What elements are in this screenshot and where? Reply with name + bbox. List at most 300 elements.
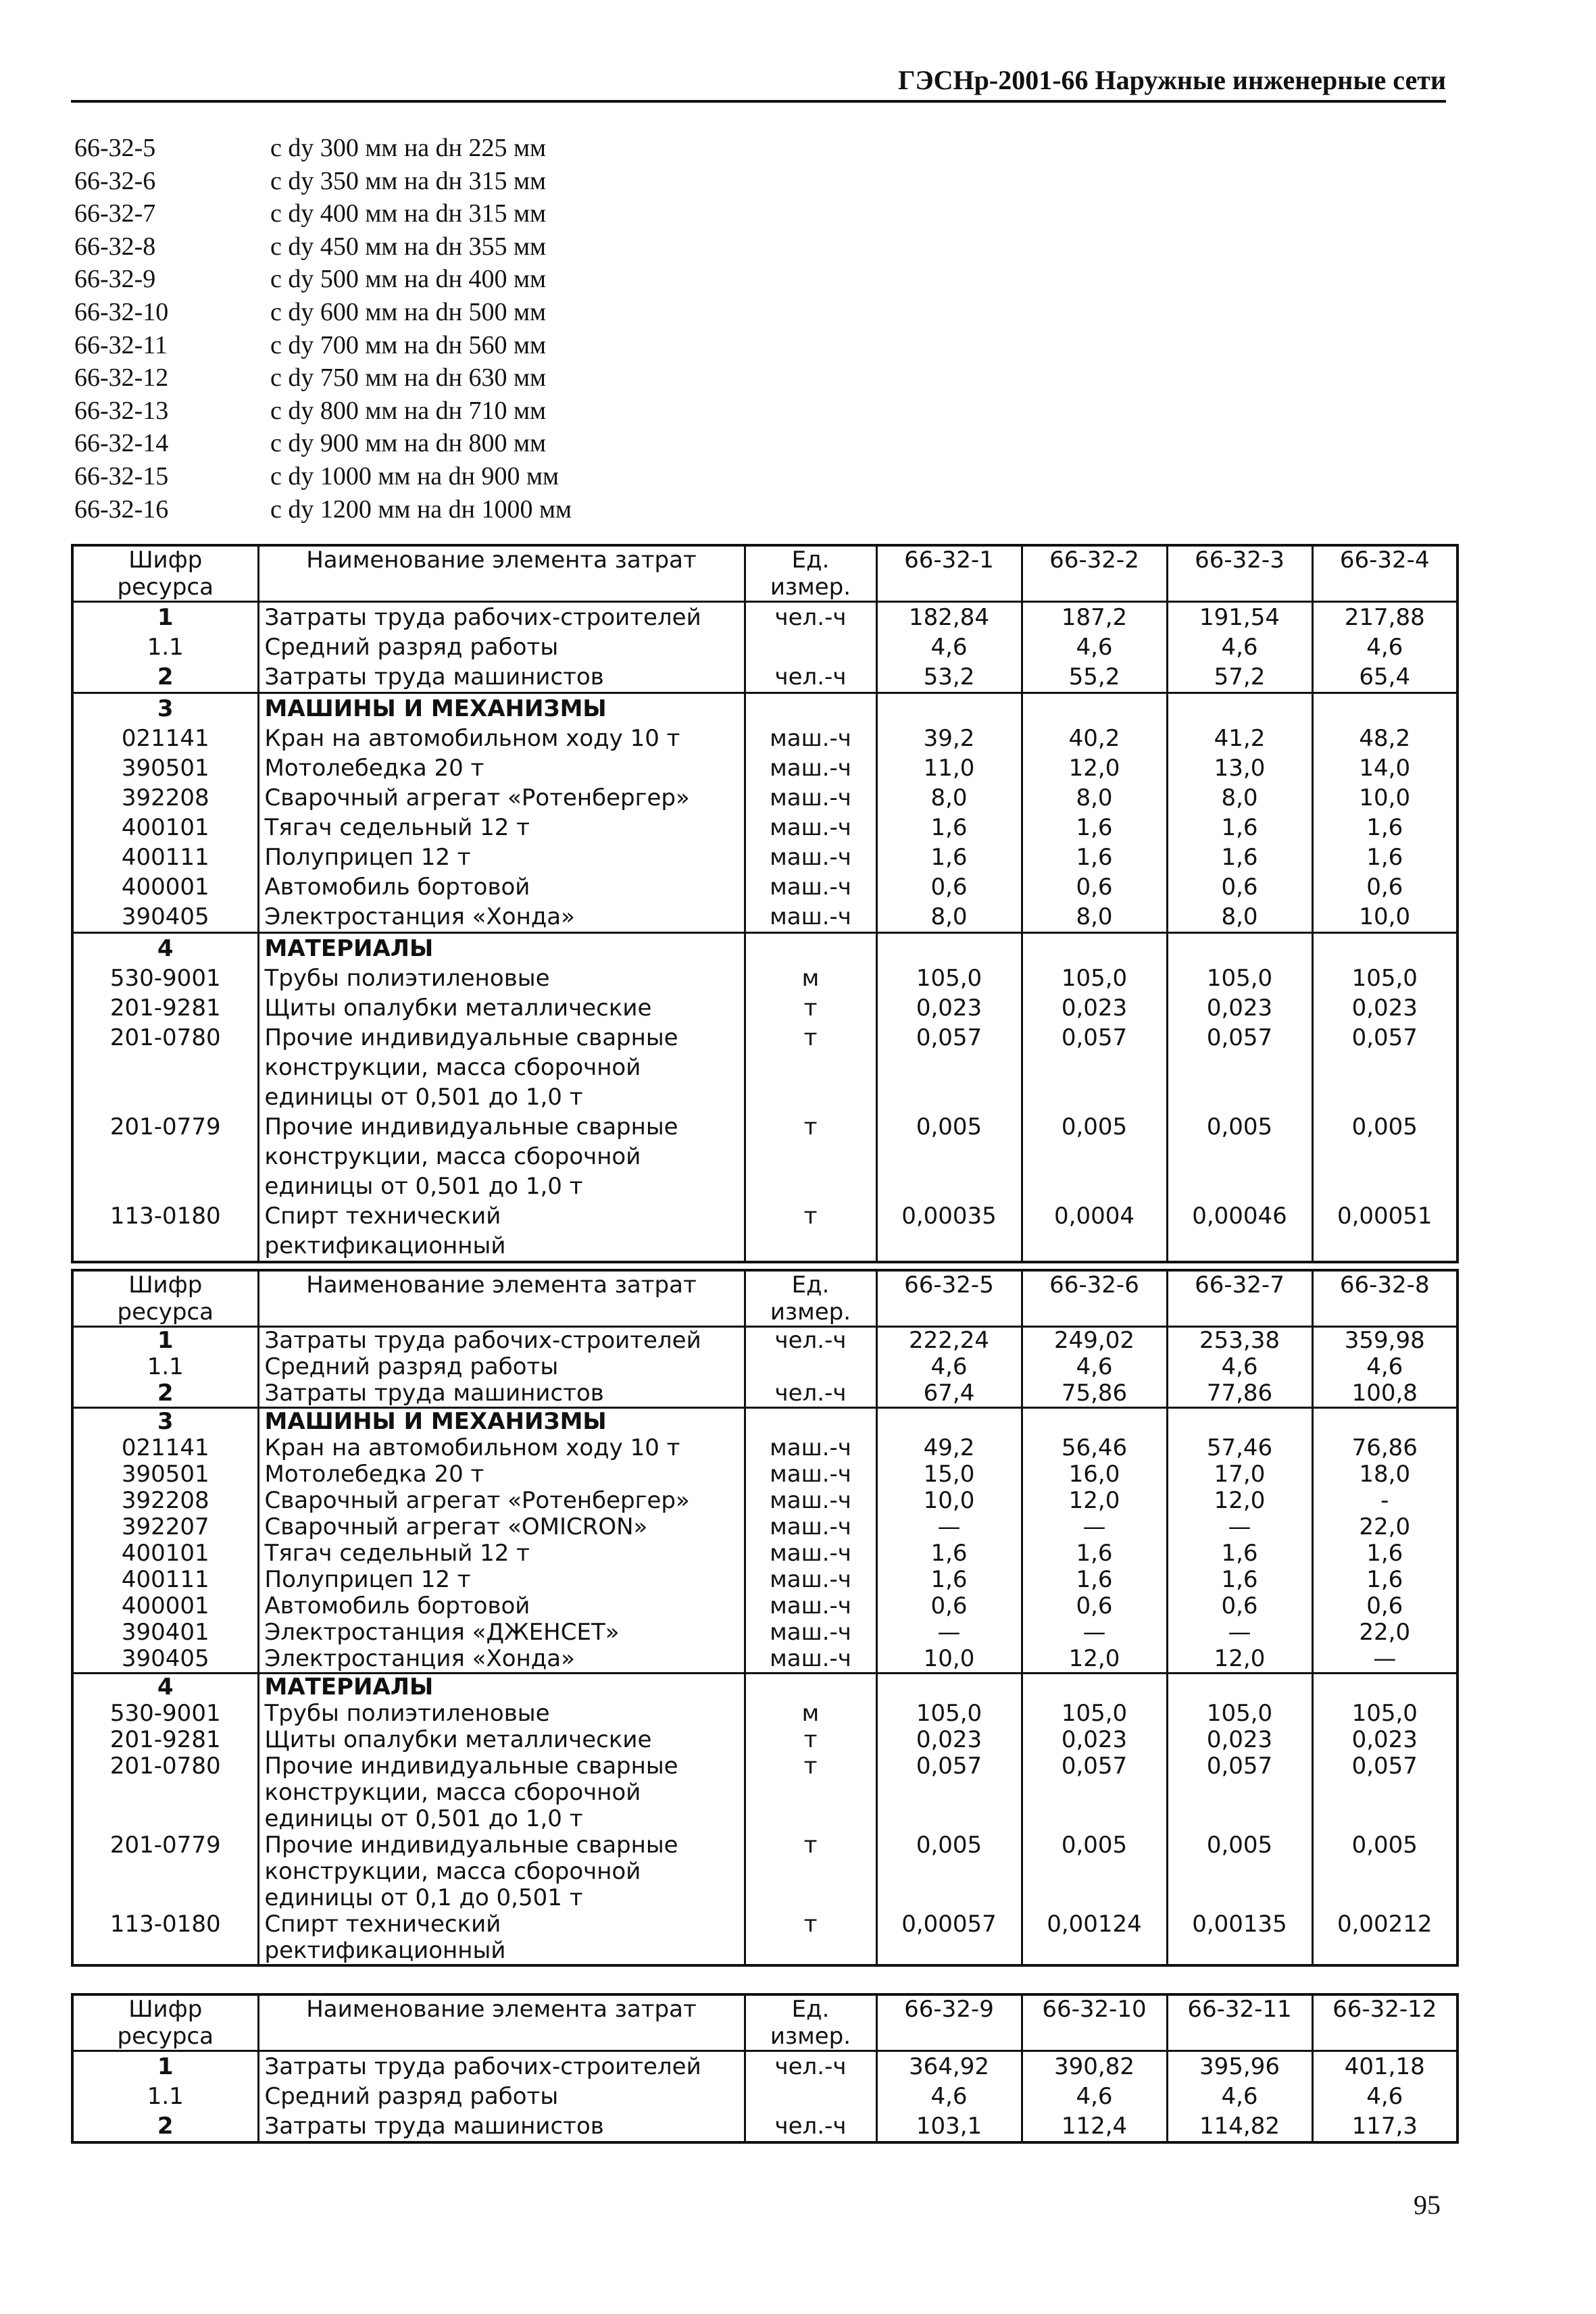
code-list-item <box>74 230 572 263</box>
cell-unit: т <box>745 1201 876 1262</box>
table-row <box>72 1327 1457 1355</box>
cell-value: 1,6 <box>1022 842 1167 872</box>
cell-value: 56,46 <box>1022 1435 1167 1461</box>
cell-value: 12,0 <box>1022 1488 1167 1514</box>
cell-value: 17,0 <box>1167 1461 1312 1488</box>
code-list-code: 66-32-8 <box>74 232 156 261</box>
cell-code: 530-9001 <box>72 1701 258 1727</box>
cell-value: 105,0 <box>1312 1701 1457 1727</box>
cell-value: 15,0 <box>876 1461 1022 1488</box>
cell-code: 2 <box>72 662 258 693</box>
cell-value: 0,6 <box>1312 1593 1457 1619</box>
cell-value: 0,6 <box>1167 872 1312 902</box>
cell-value: — <box>1022 1514 1167 1540</box>
cell-name: Электростанция «Хонда» <box>258 902 745 933</box>
cell-value <box>876 693 1022 724</box>
cell-value: 0,057 <box>1167 1023 1312 1112</box>
table-row <box>72 602 1457 633</box>
cell-value: 0,00051 <box>1312 1201 1457 1262</box>
cell-value <box>1312 693 1457 724</box>
cell-value: 0,057 <box>1312 1023 1457 1112</box>
cell-value: 1,6 <box>1312 1540 1457 1567</box>
cell-code: 021141 <box>72 724 258 753</box>
cell-unit: т <box>745 1911 876 1965</box>
table-row <box>72 1832 1457 1911</box>
cell-unit: маш.-ч <box>745 783 876 813</box>
cell-value <box>1022 1408 1167 1436</box>
cell-value <box>1022 1674 1167 1701</box>
cell-value: 253,38 <box>1167 1327 1312 1355</box>
cell-unit: м <box>745 963 876 993</box>
cell-value: 0,6 <box>1022 1593 1167 1619</box>
cell-value: 0,005 <box>1022 1112 1167 1201</box>
cell-value: 105,0 <box>1022 963 1167 993</box>
cell-value: 16,0 <box>1022 1461 1167 1488</box>
cell-value: 105,0 <box>1312 963 1457 993</box>
cell-name: Тягач седельный 12 т <box>258 1540 745 1567</box>
cell-value: 13,0 <box>1167 753 1312 783</box>
cell-code: 4 <box>72 1674 258 1701</box>
cell-value <box>1167 1408 1312 1436</box>
table-row <box>72 1023 1457 1112</box>
code-list-desc: с dу 800 мм на dн 710 мм <box>270 396 547 425</box>
table-row <box>72 2051 1457 2082</box>
code-list-item <box>74 197 572 230</box>
code-list-code: 66-32-9 <box>74 265 156 294</box>
cell-value: — <box>1167 1514 1312 1540</box>
cell-value <box>1167 933 1312 964</box>
cell-value <box>1167 1674 1312 1701</box>
cell-value: 0,023 <box>1312 1727 1457 1753</box>
column-header-norm: 66-32-2 <box>1022 545 1167 602</box>
code-list-item <box>74 263 572 296</box>
column-header-norm: 66-32-4 <box>1312 545 1457 602</box>
cell-value: 0,00046 <box>1167 1201 1312 1262</box>
cell-value: 395,96 <box>1167 2051 1312 2082</box>
code-list-item <box>74 493 572 526</box>
cell-code: 400101 <box>72 1540 258 1567</box>
cell-value: 4,6 <box>1022 1354 1167 1380</box>
cell-value: 57,2 <box>1167 662 1312 693</box>
table-row <box>72 872 1457 902</box>
code-list-item <box>74 165 572 198</box>
resource-table-3 <box>71 1993 1459 2144</box>
cell-unit: м <box>745 1701 876 1727</box>
cell-value: 1,6 <box>876 1567 1022 1593</box>
cell-unit: чел.-ч <box>745 602 876 633</box>
cell-name: Затраты труда машинистов <box>258 1380 745 1408</box>
cell-value: 49,2 <box>876 1435 1022 1461</box>
cell-unit: маш.-ч <box>745 872 876 902</box>
cell-value: 0,023 <box>876 1727 1022 1753</box>
code-list-item <box>74 329 572 362</box>
cell-unit: маш.-ч <box>745 1593 876 1619</box>
cell-value: 12,0 <box>1167 1646 1312 1674</box>
cell-value: 1,6 <box>1312 1567 1457 1593</box>
cell-code: 1.1 <box>72 2082 258 2111</box>
table-row <box>72 1112 1457 1201</box>
table-row <box>72 902 1457 933</box>
cell-code: 392208 <box>72 783 258 813</box>
cell-value: 1,6 <box>1167 813 1312 842</box>
cell-name: Затраты труда рабочих-строителей <box>258 1327 745 1355</box>
cell-value: 222,24 <box>876 1327 1022 1355</box>
column-header-norm: 66-32-11 <box>1167 1994 1312 2051</box>
cell-name: Тягач седельный 12 т <box>258 813 745 842</box>
column-header-norm: 66-32-3 <box>1167 545 1312 602</box>
cell-name: Автомобиль бортовой <box>258 1593 745 1619</box>
cell-value: 1,6 <box>876 1540 1022 1567</box>
code-list-code: 66-32-16 <box>74 495 169 524</box>
cell-name: Полуприцеп 12 т <box>258 1567 745 1593</box>
cell-unit: чел.-ч <box>745 2111 876 2142</box>
cell-value: 77,86 <box>1167 1380 1312 1408</box>
cell-value: 75,86 <box>1022 1380 1167 1408</box>
cell-value: 8,0 <box>1167 783 1312 813</box>
table-row <box>72 1701 1457 1727</box>
table-row <box>72 1727 1457 1753</box>
cell-unit: чел.-ч <box>745 1327 876 1355</box>
cell-name: Щиты опалубки металлические <box>258 993 745 1023</box>
cell-unit: маш.-ч <box>745 1646 876 1674</box>
cell-value: — <box>876 1514 1022 1540</box>
cell-value: 10,0 <box>1312 783 1457 813</box>
cell-name: Электростанция «ДЖЕНСЕТ» <box>258 1619 745 1646</box>
cell-value: 4,6 <box>1167 2082 1312 2111</box>
cell-value: 4,6 <box>1022 2082 1167 2111</box>
cell-value: 0,6 <box>876 1593 1022 1619</box>
cell-value: 0,005 <box>876 1832 1022 1911</box>
cell-code: 400001 <box>72 872 258 902</box>
cell-value: 103,1 <box>876 2111 1022 2142</box>
cell-value: 114,82 <box>1167 2111 1312 2142</box>
code-list-item <box>74 427 572 460</box>
table-row <box>72 993 1457 1023</box>
code-list-desc: с dу 300 мм на dн 225 мм <box>270 134 547 162</box>
cell-value: 8,0 <box>876 902 1022 933</box>
cell-value: 105,0 <box>876 963 1022 993</box>
cell-unit: маш.-ч <box>745 842 876 872</box>
cell-value: 0,005 <box>1167 1112 1312 1201</box>
table-row <box>72 693 1457 724</box>
cell-name: Спирт технический ректификационный <box>258 1201 745 1262</box>
cell-name: Затраты труда машинистов <box>258 2111 745 2142</box>
cell-value: 8,0 <box>1167 902 1312 933</box>
cell-unit: маш.-ч <box>745 753 876 783</box>
cell-value: 10,0 <box>1312 902 1457 933</box>
code-list-desc: с dу 450 мм на dн 355 мм <box>270 232 547 261</box>
cell-value: 0,023 <box>876 993 1022 1023</box>
cell-unit: т <box>745 1832 876 1911</box>
cell-name: Мотолебедка 20 т <box>258 1461 745 1488</box>
cell-value: 10,0 <box>876 1488 1022 1514</box>
cell-code: 2 <box>72 2111 258 2142</box>
cell-value <box>876 1408 1022 1436</box>
cell-value: 41,2 <box>1167 724 1312 753</box>
cell-value: 1,6 <box>1312 842 1457 872</box>
cell-value: - <box>1312 1488 1457 1514</box>
cell-value: 8,0 <box>1022 902 1167 933</box>
cell-code: 201-0780 <box>72 1753 258 1832</box>
cell-value: 14,0 <box>1312 753 1457 783</box>
table-row <box>72 813 1457 842</box>
cell-value: 105,0 <box>1167 963 1312 993</box>
cell-code: 390401 <box>72 1619 258 1646</box>
cell-code: 1.1 <box>72 632 258 662</box>
column-header-norm: 66-32-1 <box>876 545 1022 602</box>
cell-unit: маш.-ч <box>745 1461 876 1488</box>
cell-unit <box>745 1354 876 1380</box>
cell-name: Средний разряд работы <box>258 632 745 662</box>
cell-value <box>876 933 1022 964</box>
cell-unit: чел.-ч <box>745 1380 876 1408</box>
code-list-code: 66-32-11 <box>74 330 168 359</box>
cell-value: 0,057 <box>1022 1023 1167 1112</box>
table-row <box>72 1619 1457 1646</box>
code-list-desc: с dу 350 мм на dн 315 мм <box>270 166 547 195</box>
cell-value <box>1022 933 1167 964</box>
table-row <box>72 1567 1457 1593</box>
cell-name: МАТЕРИАЛЫ <box>258 1674 745 1701</box>
cell-name: Прочие индивидуальные сварные конструкции, масса сборочной единицы от 0,1 до 0,501 т <box>258 1832 745 1911</box>
cell-name: Прочие индивидуальные сварные конструкции, масса сборочной единицы от 0,501 до 1,0 т <box>258 1753 745 1832</box>
cell-name: Прочие индивидуальные сварные конструкции, масса сборочной единицы от 0,501 до 1,0 т <box>258 1023 745 1112</box>
cell-code: 201-9281 <box>72 1727 258 1753</box>
table-row <box>72 2111 1457 2142</box>
cell-value <box>1022 693 1167 724</box>
cell-code: 1 <box>72 1327 258 1355</box>
cell-code: 530-9001 <box>72 963 258 993</box>
cell-unit <box>745 933 876 964</box>
cell-value: 39,2 <box>876 724 1022 753</box>
cell-unit <box>745 632 876 662</box>
cell-value: 0,057 <box>876 1023 1022 1112</box>
cell-value: 4,6 <box>1312 632 1457 662</box>
table-row <box>72 1408 1457 1436</box>
cell-value: 182,84 <box>876 602 1022 633</box>
cell-code: 201-9281 <box>72 993 258 1023</box>
cell-name: МАШИНЫ И МЕХАНИЗМЫ <box>258 693 745 724</box>
code-list <box>74 132 572 526</box>
cell-name: Прочие индивидуальные сварные конструкции, масса сборочной единицы от 0,501 до 1,0 т <box>258 1112 745 1201</box>
cell-value: 0,0004 <box>1022 1201 1167 1262</box>
table-row <box>72 1435 1457 1461</box>
cell-value: 4,6 <box>1312 1354 1457 1380</box>
cell-value: 0,057 <box>876 1753 1022 1832</box>
cell-name: Спирт технический ректификационный <box>258 1911 745 1965</box>
running-header: ГЭСНр-2001-66 Наружные инженерные сети <box>71 64 1446 103</box>
cell-value: 105,0 <box>1167 1701 1312 1727</box>
cell-code: 1 <box>72 602 258 633</box>
cell-name: МАТЕРИАЛЫ <box>258 933 745 964</box>
table-row <box>72 1354 1457 1380</box>
cell-code: 390501 <box>72 1461 258 1488</box>
table-row <box>72 632 1457 662</box>
column-header-norm: 66-32-12 <box>1312 1994 1457 2051</box>
code-list-desc: с dу 1200 мм на dн 1000 мм <box>270 495 572 524</box>
cell-unit: маш.-ч <box>745 1488 876 1514</box>
cell-value <box>1312 1408 1457 1436</box>
cell-unit: маш.-ч <box>745 1567 876 1593</box>
cell-value: 4,6 <box>876 1354 1022 1380</box>
cell-unit <box>745 2082 876 2111</box>
table-row <box>72 1674 1457 1701</box>
cell-value: 0,00212 <box>1312 1911 1457 1965</box>
cell-unit: маш.-ч <box>745 1540 876 1567</box>
cell-value: 401,18 <box>1312 2051 1457 2082</box>
cell-name: Электростанция «Хонда» <box>258 1646 745 1674</box>
cell-value: 4,6 <box>876 2082 1022 2111</box>
cell-value: 8,0 <box>1022 783 1167 813</box>
cell-unit: т <box>745 1023 876 1112</box>
cell-code: 390405 <box>72 1646 258 1674</box>
cell-code: 3 <box>72 693 258 724</box>
cell-value: 1,6 <box>1022 1540 1167 1567</box>
cell-unit: чел.-ч <box>745 662 876 693</box>
cell-value: 40,2 <box>1022 724 1167 753</box>
column-header-name: Наименование элемента затрат <box>258 1270 745 1327</box>
cell-unit <box>745 1408 876 1436</box>
cell-name: Трубы полиэтиленовые <box>258 1701 745 1727</box>
cell-unit: т <box>745 1753 876 1832</box>
column-header-norm: 66-32-7 <box>1167 1270 1312 1327</box>
code-list-item <box>74 395 572 428</box>
cell-value: — <box>876 1619 1022 1646</box>
table-row <box>72 753 1457 783</box>
cell-value: 0,023 <box>1167 1727 1312 1753</box>
code-list-code: 66-32-7 <box>74 199 156 228</box>
table-header-row <box>72 1994 1457 2051</box>
cell-value: 0,057 <box>1167 1753 1312 1832</box>
resource-table-2 <box>71 1269 1459 1967</box>
table-row <box>72 1540 1457 1567</box>
cell-value: 67,4 <box>876 1380 1022 1408</box>
code-list-code: 66-32-5 <box>74 134 156 162</box>
code-list-desc: с dу 400 мм на dн 315 мм <box>270 199 547 228</box>
cell-unit: маш.-ч <box>745 1514 876 1540</box>
code-list-code: 66-32-10 <box>74 297 169 326</box>
cell-value: 4,6 <box>1022 632 1167 662</box>
cell-value: 364,92 <box>876 2051 1022 2082</box>
cell-value: 249,02 <box>1022 1327 1167 1355</box>
table-row <box>72 662 1457 693</box>
code-list-desc: с dу 500 мм на dн 400 мм <box>270 265 547 294</box>
cell-value: — <box>1022 1619 1167 1646</box>
cell-value: 191,54 <box>1167 602 1312 633</box>
cell-value: 117,3 <box>1312 2111 1457 2142</box>
cell-value: 76,86 <box>1312 1435 1457 1461</box>
cell-name: Затраты труда рабочих-строителей <box>258 602 745 633</box>
column-header-code: Шифр ресурса <box>72 545 258 602</box>
code-list-desc: с dу 700 мм на dн 560 мм <box>270 330 547 359</box>
cell-name: Полуприцеп 12 т <box>258 842 745 872</box>
cell-name: Средний разряд работы <box>258 2082 745 2111</box>
cell-value: 1,6 <box>1022 813 1167 842</box>
cell-value: 0,005 <box>876 1112 1022 1201</box>
cell-unit <box>745 1674 876 1701</box>
cell-code: 1 <box>72 2051 258 2082</box>
cell-name: МАШИНЫ И МЕХАНИЗМЫ <box>258 1408 745 1436</box>
cell-value: 0,00124 <box>1022 1911 1167 1965</box>
code-list-code: 66-32-12 <box>74 363 169 393</box>
code-list-item <box>74 460 572 493</box>
cell-code: 1.1 <box>72 1354 258 1380</box>
cell-value: 18,0 <box>1312 1461 1457 1488</box>
table-row <box>72 1646 1457 1674</box>
cell-value: 0,023 <box>1022 1727 1167 1753</box>
table-row <box>72 2082 1457 2111</box>
code-list-code: 66-32-14 <box>74 429 169 458</box>
cell-name: Кран на автомобильном ходу 10 т <box>258 1435 745 1461</box>
cell-code: 113-0180 <box>72 1911 258 1965</box>
cell-unit: т <box>745 1727 876 1753</box>
cell-name: Щиты опалубки металлические <box>258 1727 745 1753</box>
code-list-code: 66-32-13 <box>74 396 169 425</box>
cell-value: 0,005 <box>1312 1832 1457 1911</box>
column-header-norm: 66-32-6 <box>1022 1270 1167 1327</box>
code-list-item <box>74 296 572 329</box>
table-row <box>72 1380 1457 1408</box>
cell-code: 400001 <box>72 1593 258 1619</box>
cell-code: 2 <box>72 1380 258 1408</box>
cell-unit: маш.-ч <box>745 1435 876 1461</box>
cell-value: — <box>1312 1646 1457 1674</box>
cell-value: 53,2 <box>876 662 1022 693</box>
cell-unit: маш.-ч <box>745 813 876 842</box>
cell-value: 12,0 <box>1022 753 1167 783</box>
cell-value: 105,0 <box>876 1701 1022 1727</box>
cell-unit: маш.-ч <box>745 1619 876 1646</box>
cell-code: 201-0779 <box>72 1112 258 1201</box>
cell-value: 0,023 <box>1312 993 1457 1023</box>
cell-value: 390,82 <box>1022 2051 1167 2082</box>
cell-unit: чел.-ч <box>745 2051 876 2082</box>
column-header-code: Шифр ресурса <box>72 1270 258 1327</box>
cell-name: Сварочный агрегат «Ротенбергер» <box>258 1488 745 1514</box>
cell-value: 1,6 <box>1022 1567 1167 1593</box>
cell-code: 400101 <box>72 813 258 842</box>
column-header-name: Наименование элемента затрат <box>258 1994 745 2051</box>
cell-value: 0,6 <box>876 872 1022 902</box>
cell-value: 0,00135 <box>1167 1911 1312 1965</box>
cell-value: 1,6 <box>1312 813 1457 842</box>
cell-value: 57,46 <box>1167 1435 1312 1461</box>
cell-name: Мотолебедка 20 т <box>258 753 745 783</box>
cell-code: 392207 <box>72 1514 258 1540</box>
cell-value: 11,0 <box>876 753 1022 783</box>
cell-code: 4 <box>72 933 258 964</box>
code-list-desc: с dу 750 мм на dн 630 мм <box>270 363 547 393</box>
table-header-row <box>72 545 1457 602</box>
cell-name: Автомобиль бортовой <box>258 872 745 902</box>
cell-value: 0,005 <box>1022 1832 1167 1911</box>
code-list-code: 66-32-15 <box>74 461 169 491</box>
cell-name: Кран на автомобильном ходу 10 т <box>258 724 745 753</box>
cell-value <box>1312 933 1457 964</box>
cell-name: Сварочный агрегат «Ротенбергер» <box>258 783 745 813</box>
table-row <box>72 1201 1457 1262</box>
table-row <box>72 724 1457 753</box>
resource-table-1 <box>71 544 1459 1263</box>
cell-unit <box>745 693 876 724</box>
cell-unit: маш.-ч <box>745 902 876 933</box>
cell-value: 100,8 <box>1312 1380 1457 1408</box>
cell-value: 105,0 <box>1022 1701 1167 1727</box>
cell-value: 217,88 <box>1312 602 1457 633</box>
cell-value: 22,0 <box>1312 1619 1457 1646</box>
cell-value: 0,6 <box>1312 872 1457 902</box>
cell-unit: маш.-ч <box>745 724 876 753</box>
